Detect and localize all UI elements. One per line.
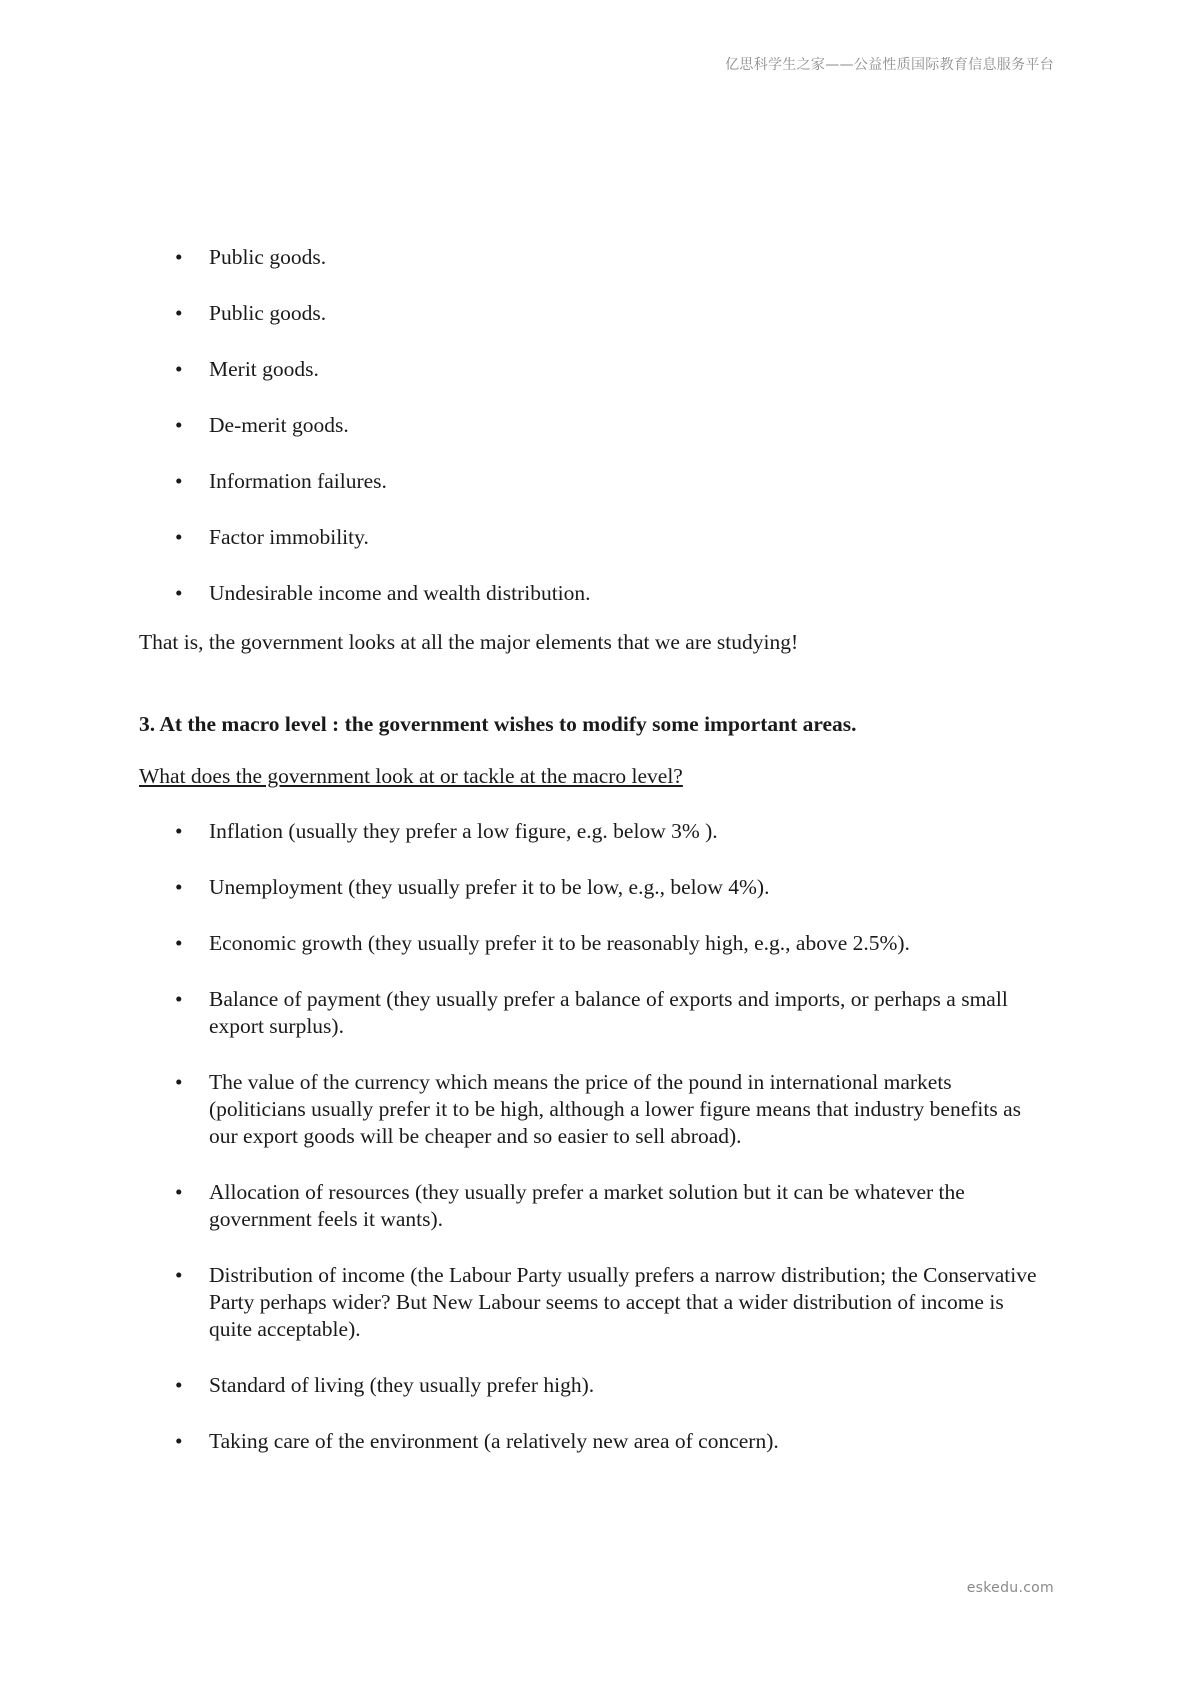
list-item-text: Distribution of income (the Labour Party usually prefers a narrow distribution; the Conservative Party perhaps wider? But New Labour seems to accept that a wider distribution of income is quite acceptable). [209, 1263, 1037, 1341]
list-item-text: Undesirable income and wealth distribution. [209, 581, 591, 605]
list-item [139, 356, 1039, 412]
bullet-icon: • [175, 1263, 183, 1287]
list-item [139, 1262, 1039, 1343]
micro-level-list [139, 244, 1039, 636]
list-item-text: Balance of payment (they usually prefer a balance of exports and imports, or perhaps a small export surplus). [209, 987, 1008, 1038]
list-item [139, 580, 1039, 636]
list-item [139, 524, 1039, 580]
bullet-icon: • [175, 357, 183, 381]
list-item [139, 1179, 1039, 1233]
list-item [139, 300, 1039, 356]
section-question: What does the government look at or tackle at the macro level? [139, 764, 683, 788]
bullet-icon: • [175, 413, 183, 437]
list-item [139, 1069, 1039, 1150]
bullet-icon: • [175, 301, 183, 325]
list-item [139, 468, 1039, 524]
list-item-text: Unemployment (they usually prefer it to be low, e.g., below 4%). [209, 875, 770, 899]
bullet-icon: • [175, 1373, 183, 1397]
document-body [139, 244, 1039, 1484]
bullet-icon: • [175, 1429, 183, 1453]
page-footer: eskedu.com [966, 1580, 1054, 1596]
list-item [139, 412, 1039, 468]
bullet-icon: • [175, 819, 183, 843]
bullet-icon: • [175, 875, 183, 899]
bullet-icon: • [175, 931, 183, 955]
list-item [139, 244, 1039, 300]
list-item-text: Factor immobility. [209, 525, 369, 549]
section-heading: 3. At the macro level : the government wishes to modify some important areas. [139, 712, 857, 736]
list-item-text: Economic growth (they usually prefer it to be reasonably high, e.g., above 2.5%). [209, 931, 910, 955]
list-item [139, 930, 1039, 957]
bullet-icon: • [175, 581, 183, 605]
list-item [139, 1428, 1039, 1455]
list-item [139, 1372, 1039, 1399]
list-item-text: Standard of living (they usually prefer high). [209, 1373, 595, 1397]
list-item [139, 986, 1039, 1040]
page-header: 亿思科学生之家——公益性质国际教育信息服务平台 [725, 57, 1054, 73]
bullet-icon: • [175, 245, 183, 269]
list-item [139, 874, 1039, 901]
list-item-text: Inflation (usually they prefer a low figure, e.g. below 3% ). [209, 819, 718, 843]
bullet-icon: • [175, 1070, 183, 1094]
list-item-text: Taking care of the environment (a relatively new area of concern). [209, 1429, 779, 1453]
list-item-text: Public goods. [209, 245, 327, 269]
list-item-text: The value of the currency which means the price of the pound in international markets (politicians usually prefer it to be high, although a lower figure means that industry benefits as our export goods will be cheaper and so easier to sell abroad). [209, 1070, 1022, 1148]
list-item-text: De-merit goods. [209, 413, 349, 437]
macro-level-list [139, 818, 1039, 1455]
list-item-text: Merit goods. [209, 357, 319, 381]
bullet-icon: • [175, 469, 183, 493]
list-item-text: Information failures. [209, 469, 387, 493]
bullet-icon: • [175, 1180, 183, 1204]
list-item-text: Public goods. [209, 301, 327, 325]
bullet-icon: • [175, 987, 183, 1011]
list-item [139, 818, 1039, 845]
list-item-text: Allocation of resources (they usually prefer a market solution but it can be whatever the government feels it wants). [209, 1180, 965, 1231]
bullet-icon: • [175, 525, 183, 549]
summary-paragraph: That is, the government looks at all the major elements that we are studying! [139, 630, 799, 654]
